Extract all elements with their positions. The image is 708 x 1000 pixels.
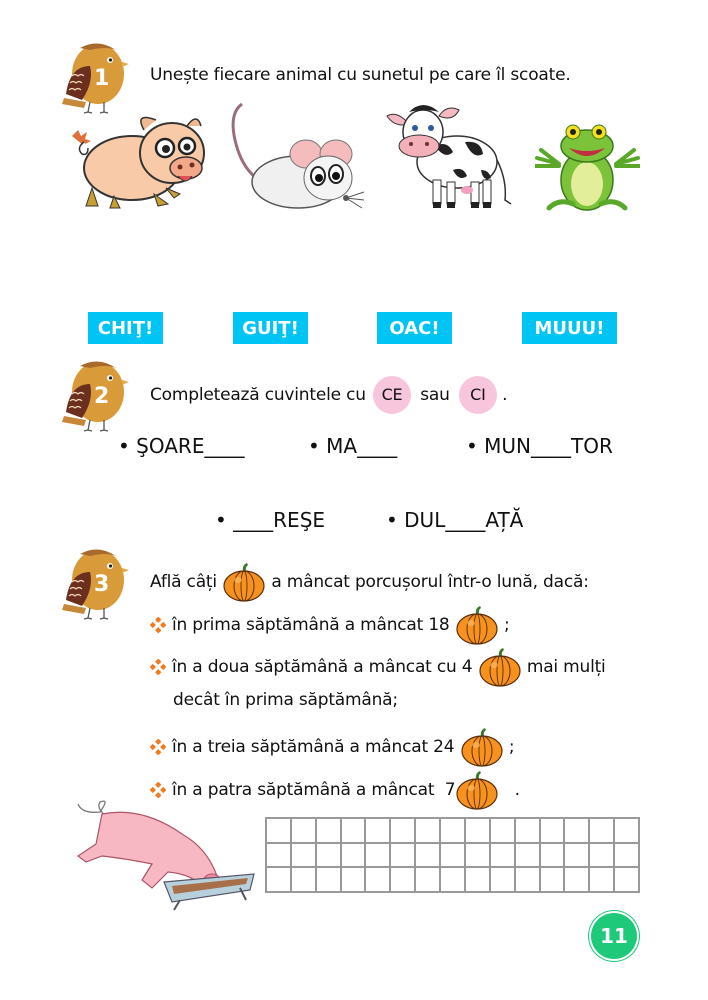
connector-text: sau [420, 385, 450, 405]
grid-cell[interactable] [541, 868, 566, 893]
grid-cell[interactable] [565, 844, 590, 869]
exercise-number: 1 [94, 66, 110, 91]
condition-item-1 [150, 605, 510, 645]
word-text: MA____ [326, 434, 398, 458]
pig-icon[interactable] [62, 108, 212, 213]
cow-icon[interactable] [385, 100, 515, 212]
grid-cell[interactable] [491, 819, 516, 844]
grid-cell[interactable] [317, 819, 342, 844]
grid-cell[interactable] [516, 844, 541, 869]
instruction-text: Află câți [150, 572, 217, 592]
item-text: în prima săptămână a mâncat 18 [172, 615, 450, 635]
pumpkin-icon [455, 605, 499, 645]
grid-cell[interactable] [491, 844, 516, 869]
grid-cell[interactable] [516, 868, 541, 893]
frog-icon[interactable] [535, 122, 640, 214]
page-number-badge: 11 [591, 913, 637, 959]
grid-cell[interactable] [317, 868, 342, 893]
grid-cell[interactable] [391, 819, 416, 844]
option-ce-pill: CE [373, 376, 411, 414]
grid-cell[interactable] [366, 868, 391, 893]
bird-number-badge-3 [60, 542, 130, 620]
grid-cell[interactable] [590, 819, 615, 844]
word-text: ____REŞE [233, 508, 326, 532]
grid-cell[interactable] [565, 868, 590, 893]
grid-cell[interactable] [516, 819, 541, 844]
grid-cell[interactable] [391, 868, 416, 893]
grid-cell[interactable] [391, 844, 416, 869]
diamond-bullet-icon [150, 617, 166, 633]
fill-word-4[interactable]: • ____REŞE [215, 508, 326, 532]
exercise-2-instruction [150, 376, 507, 414]
pumpkin-icon [478, 647, 522, 687]
grid-cell[interactable] [267, 844, 292, 869]
sound-button-muuu[interactable]: MUUU! [522, 312, 617, 344]
instruction-suffix: . [502, 385, 508, 405]
sound-button-oac[interactable]: OAC! [377, 312, 452, 344]
grid-cell[interactable] [267, 819, 292, 844]
diamond-bullet-icon [150, 659, 166, 675]
pumpkin-icon [222, 562, 266, 602]
option-ci-pill: CI [459, 376, 497, 414]
item-text: în a treia săptămână a mâncat 24 [172, 737, 455, 757]
fill-word-2[interactable]: • MA____ [308, 434, 398, 458]
grid-cell[interactable] [342, 819, 367, 844]
condition-item-3 [150, 727, 514, 767]
sound-button-chit[interactable]: CHIŢ! [88, 312, 163, 344]
fill-word-5[interactable]: • DUL____AȚĂ [386, 508, 524, 532]
grid-cell[interactable] [366, 819, 391, 844]
fill-word-1[interactable]: • ŞOARE____ [118, 434, 245, 458]
bird-number-badge-1 [60, 36, 130, 114]
word-text: ŞOARE____ [136, 434, 245, 458]
grid-cell[interactable] [267, 868, 292, 893]
item-suffix: . [514, 780, 520, 800]
grid-cell[interactable] [416, 868, 441, 893]
exercise-number: 3 [94, 572, 110, 597]
grid-cell[interactable] [541, 844, 566, 869]
diamond-bullet-icon [150, 739, 166, 755]
word-text: DUL____AȚĂ [404, 508, 524, 532]
grid-cell[interactable] [466, 844, 491, 869]
bird-number-badge-2 [60, 354, 130, 432]
pumpkin-icon [455, 770, 499, 810]
grid-cell[interactable] [541, 819, 566, 844]
grid-cell[interactable] [441, 844, 466, 869]
grid-cell[interactable] [491, 868, 516, 893]
item-text: în a doua săptămână a mâncat cu 4 [172, 657, 473, 677]
diamond-bullet-icon [150, 782, 166, 798]
grid-cell[interactable] [565, 819, 590, 844]
grid-cell[interactable] [441, 819, 466, 844]
item-suffix: ; [503, 615, 510, 635]
instruction-text: Completează cuvintele cu [150, 385, 366, 405]
instruction-text: a mâncat porcușorul într-o lună, dacă: [271, 572, 589, 592]
item-suffix: ; [508, 737, 515, 757]
grid-cell[interactable] [416, 819, 441, 844]
grid-cell[interactable] [615, 868, 640, 893]
exercise-number: 2 [94, 384, 110, 409]
mouse-icon[interactable] [228, 102, 368, 214]
grid-cell[interactable] [615, 844, 640, 869]
grid-cell[interactable] [416, 844, 441, 869]
grid-cell[interactable] [292, 819, 317, 844]
fill-word-3[interactable]: • MUN____TOR [466, 434, 613, 458]
grid-cell[interactable] [590, 868, 615, 893]
grid-cell[interactable] [317, 844, 342, 869]
grid-cell[interactable] [292, 868, 317, 893]
pumpkin-icon [460, 727, 504, 767]
sound-button-guit[interactable]: GUIŢ! [233, 312, 308, 344]
grid-cell[interactable] [292, 844, 317, 869]
eating-pig-icon [72, 798, 257, 913]
answer-grid[interactable] [265, 817, 640, 893]
item-suffix: mai mulți [526, 657, 606, 677]
grid-cell[interactable] [466, 868, 491, 893]
condition-item-2-continuation: decât în prima săptămână; [173, 690, 398, 710]
item-text: în a patra săptămână a mâncat 7 [172, 780, 456, 800]
exercise-1-instruction: Unește fiecare animal cu sunetul pe care îl scoate. [150, 65, 571, 85]
grid-cell[interactable] [615, 819, 640, 844]
grid-cell[interactable] [366, 844, 391, 869]
exercise-3-instruction [150, 562, 589, 602]
grid-cell[interactable] [342, 844, 367, 869]
grid-cell[interactable] [466, 819, 491, 844]
word-text: MUN____TOR [484, 434, 613, 458]
grid-cell[interactable] [342, 868, 367, 893]
grid-cell[interactable] [441, 868, 466, 893]
grid-cell[interactable] [590, 844, 615, 869]
condition-item-2 [150, 647, 606, 687]
